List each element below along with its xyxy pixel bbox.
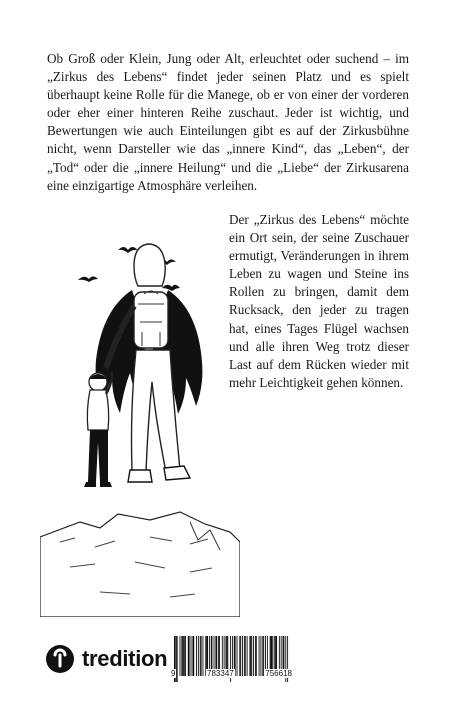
publisher-logo <box>46 642 167 676</box>
barcode-digit-group-2: 756618 <box>265 669 292 678</box>
back-cover-text-right: Der „Zirkus des Lebens“ möchte ein Ort sein, der seine Zuschauer ermutigt, Veränderungen in ihrem Leben zu wagen und Steine ins Rollen zu bringen, damit dem Rucksack, den jeder zu tragen hat, eines Tages Flügel wachsen und alle ihren Weg trotz dieser Last auf dem Rücken wieder mit mehr Leichtigkeit gehen können. <box>229 212 409 390</box>
publisher-name: tredition <box>82 646 168 671</box>
isbn-barcode-digits <box>170 669 293 678</box>
illustration-parent-child-winged <box>40 232 240 617</box>
tredition-logo-icon <box>46 645 74 673</box>
back-cover-text-top: Ob Groß oder Klein, Jung oder Alt, erleuchtet oder suchend – im „Zirkus des Lebens“ findet jeder seinen Platz und es spielt überhaupt keine Rolle für die Manege, ob er von einer der vorderen oder eher einer hinteren Reihe zuschaut. Jeder ist wichtig, und Bewertungen wie auch Einteilungen gibt es auf der Zirkusbühne nicht, wenn Darsteller wie das „innere Kind“, das „Leben“, der „Tod“ oder die „innere Heilung“ und die „Liebe“ der Zirkusarena eine einzigartige Atmosphäre verleihen. <box>47 51 409 193</box>
barcode-digit-lead: 9 <box>171 669 176 678</box>
barcode-digit-group-1: 783347 <box>207 669 234 678</box>
